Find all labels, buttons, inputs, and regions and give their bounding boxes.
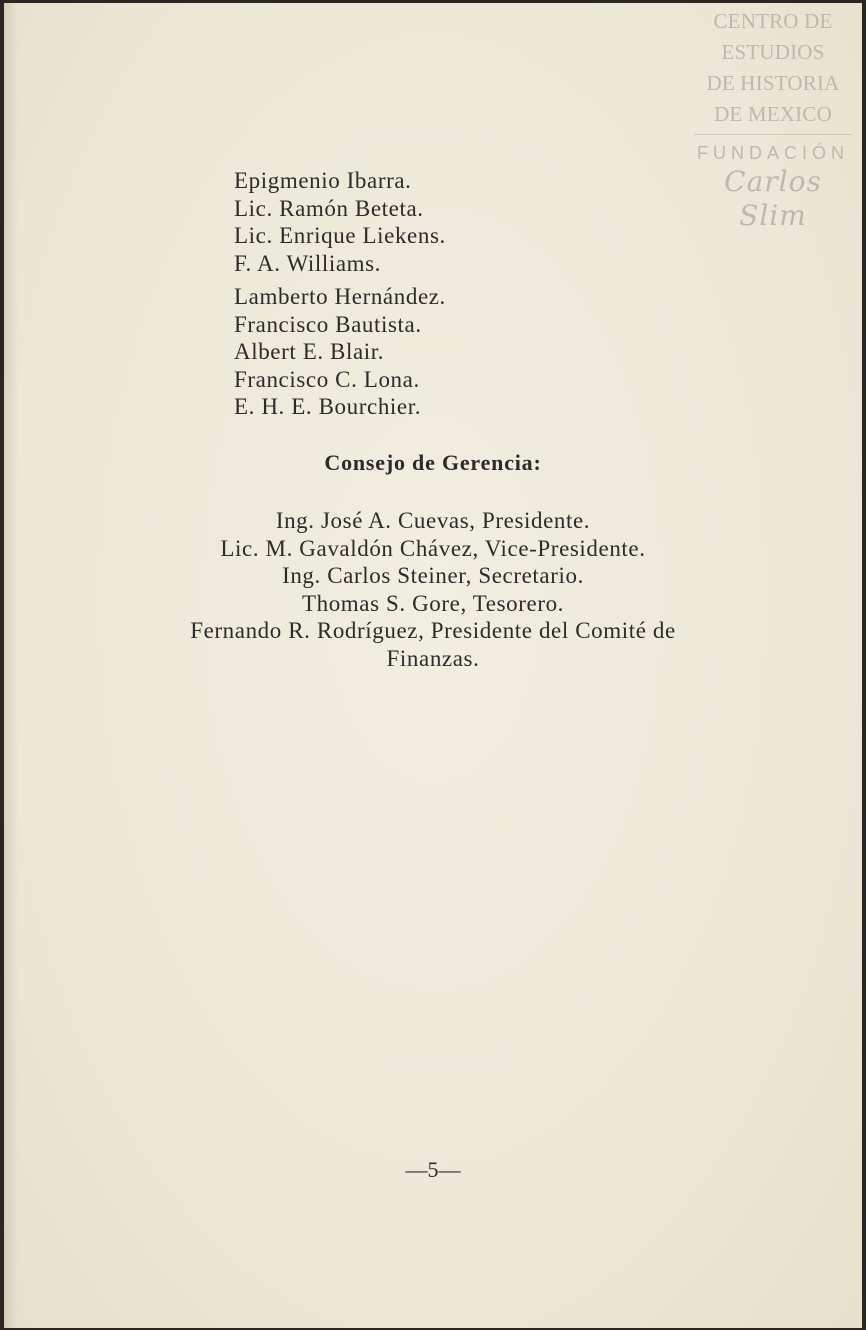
list-item: Lic. Enrique Liekens. <box>234 223 446 248</box>
list-item: Lic. M. Gavaldón Chávez, Vice-Presidente. <box>220 535 646 561</box>
list-item: Finanzas. <box>386 645 480 671</box>
stamp-divider <box>694 134 852 135</box>
list-item: Ing. Carlos Steiner, Secretario. <box>282 563 584 588</box>
list-item: Francisco C. Lona. <box>234 366 420 392</box>
list-item: Lic. Ramón Beteta. <box>234 195 424 221</box>
stamp-line: DE HISTORIA <box>706 71 840 95</box>
archive-watermark-stamp <box>688 6 858 233</box>
list-item: Fernando R. Rodríguez, Presidente del Comité de <box>190 618 676 643</box>
section-heading: Consejo de Gerencia: <box>324 450 542 475</box>
list-item: Lamberto Hernández. <box>234 284 446 309</box>
management-council-list <box>4 507 862 672</box>
document-page <box>4 3 862 1328</box>
list-item: E. H. E. Bourchier. <box>234 394 422 419</box>
page-number: —5— <box>405 1157 461 1182</box>
stamp-signature: Carlos Slim <box>724 165 822 232</box>
list-item: F. A. Williams. <box>234 250 382 276</box>
list-item: Francisco Bautista. <box>234 311 422 337</box>
list-item: Ing. José A. Cuevas, Presidente. <box>275 508 591 533</box>
board-members-list <box>234 167 446 421</box>
stamp-line: ESTUDIOS <box>721 40 825 64</box>
list-item: Epigmenio Ibarra. <box>234 168 412 193</box>
list-item: Thomas S. Gore, Tesorero. <box>301 590 565 616</box>
stamp-line: CENTRO DE <box>713 9 833 33</box>
list-item: Albert E. Blair. <box>234 339 385 364</box>
stamp-foundation: FUNDACIÓN <box>697 143 849 163</box>
stamp-line: DE MEXICO <box>714 102 832 126</box>
